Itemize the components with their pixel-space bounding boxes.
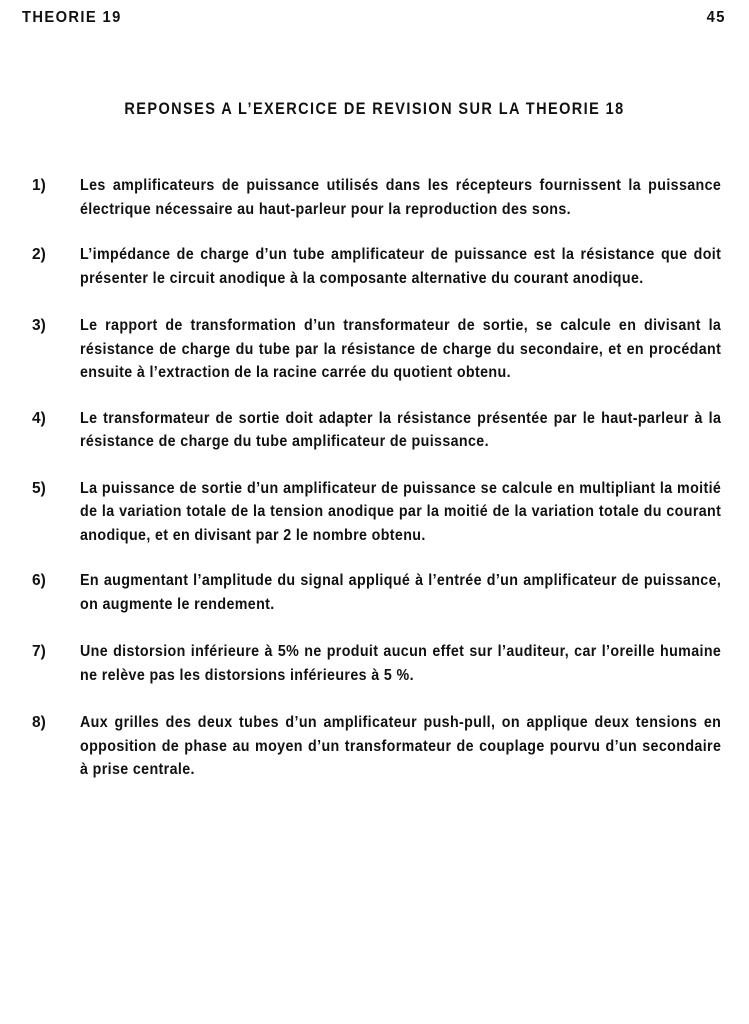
answer-number: 6) — [32, 572, 46, 589]
answer-text: L’impédance de charge d’un tube amplificateur de puissance est la résistance que doit présenter le circuit anodique à la composante alternative du courant anodique. — [80, 246, 722, 287]
page-number: 45 — [706, 9, 726, 26]
section-title: REPONSES A L’EXERCICE DE REVISION SUR LA THEORIE 18 — [124, 100, 625, 118]
answer-number: 1) — [32, 177, 46, 194]
answer-text: En augmentant l’amplitude du signal appliqué à l’entrée d’un amplificateur de puissance, on augmente le rendement. — [80, 572, 722, 613]
answer-item — [32, 569, 722, 616]
answer-number: 7) — [32, 643, 46, 660]
page-header — [22, 9, 726, 33]
answer-item — [32, 314, 722, 385]
answer-item — [32, 243, 722, 290]
answer-text: Le rapport de transformation d’un transformateur de sortie, se calcule en divisant la résistance de charge du tube par la résistance de charge du secondaire, et en procédant ensuite à l’extraction de la racine carrée du quotient obtenu. — [80, 317, 722, 381]
answer-text: La puissance de sortie d’un amplificateur de puissance se calcule en multipliant la moitié de la variation totale de la tension anodique par la moitié de la variation totale du courant anodique, et en divisant par 2 le nombre obtenu. — [80, 479, 722, 544]
answer-text: Aux grilles des deux tubes d’un amplificateur push-pull, on applique deux tensions en opposition de phase au moyen d’un transformateur de couplage pourvu d’un secondaire à prise centrale. — [80, 714, 722, 778]
answer-number: 5) — [32, 479, 46, 497]
running-title: THEORIE 19 — [22, 9, 122, 26]
answer-text: Une distorsion inférieure à 5% ne produit aucun effet sur l’auditeur, car l’oreille humaine ne relève pas les distorsions inférieures à 5 %. — [80, 643, 722, 684]
answer-text: Le transformateur de sortie doit adapter la résistance présentée par le haut-parleur à la résistance de charge du tube amplificateur de puissance. — [80, 409, 722, 450]
answer-item — [32, 477, 722, 548]
answer-text: Les amplificateurs de puissance utilisés dans les récepteurs fournissent la puissance électrique nécessaire au haut-parleur pour la reproduction des sons. — [80, 177, 722, 218]
answer-number: 4) — [32, 409, 46, 427]
answer-number: 8) — [32, 714, 46, 731]
answer-item — [32, 174, 722, 221]
answer-number: 2) — [32, 246, 46, 263]
answer-item — [32, 711, 722, 782]
answer-number: 3) — [32, 317, 46, 334]
answer-item — [32, 640, 722, 687]
answers-list — [32, 174, 722, 804]
answer-item — [32, 407, 722, 454]
